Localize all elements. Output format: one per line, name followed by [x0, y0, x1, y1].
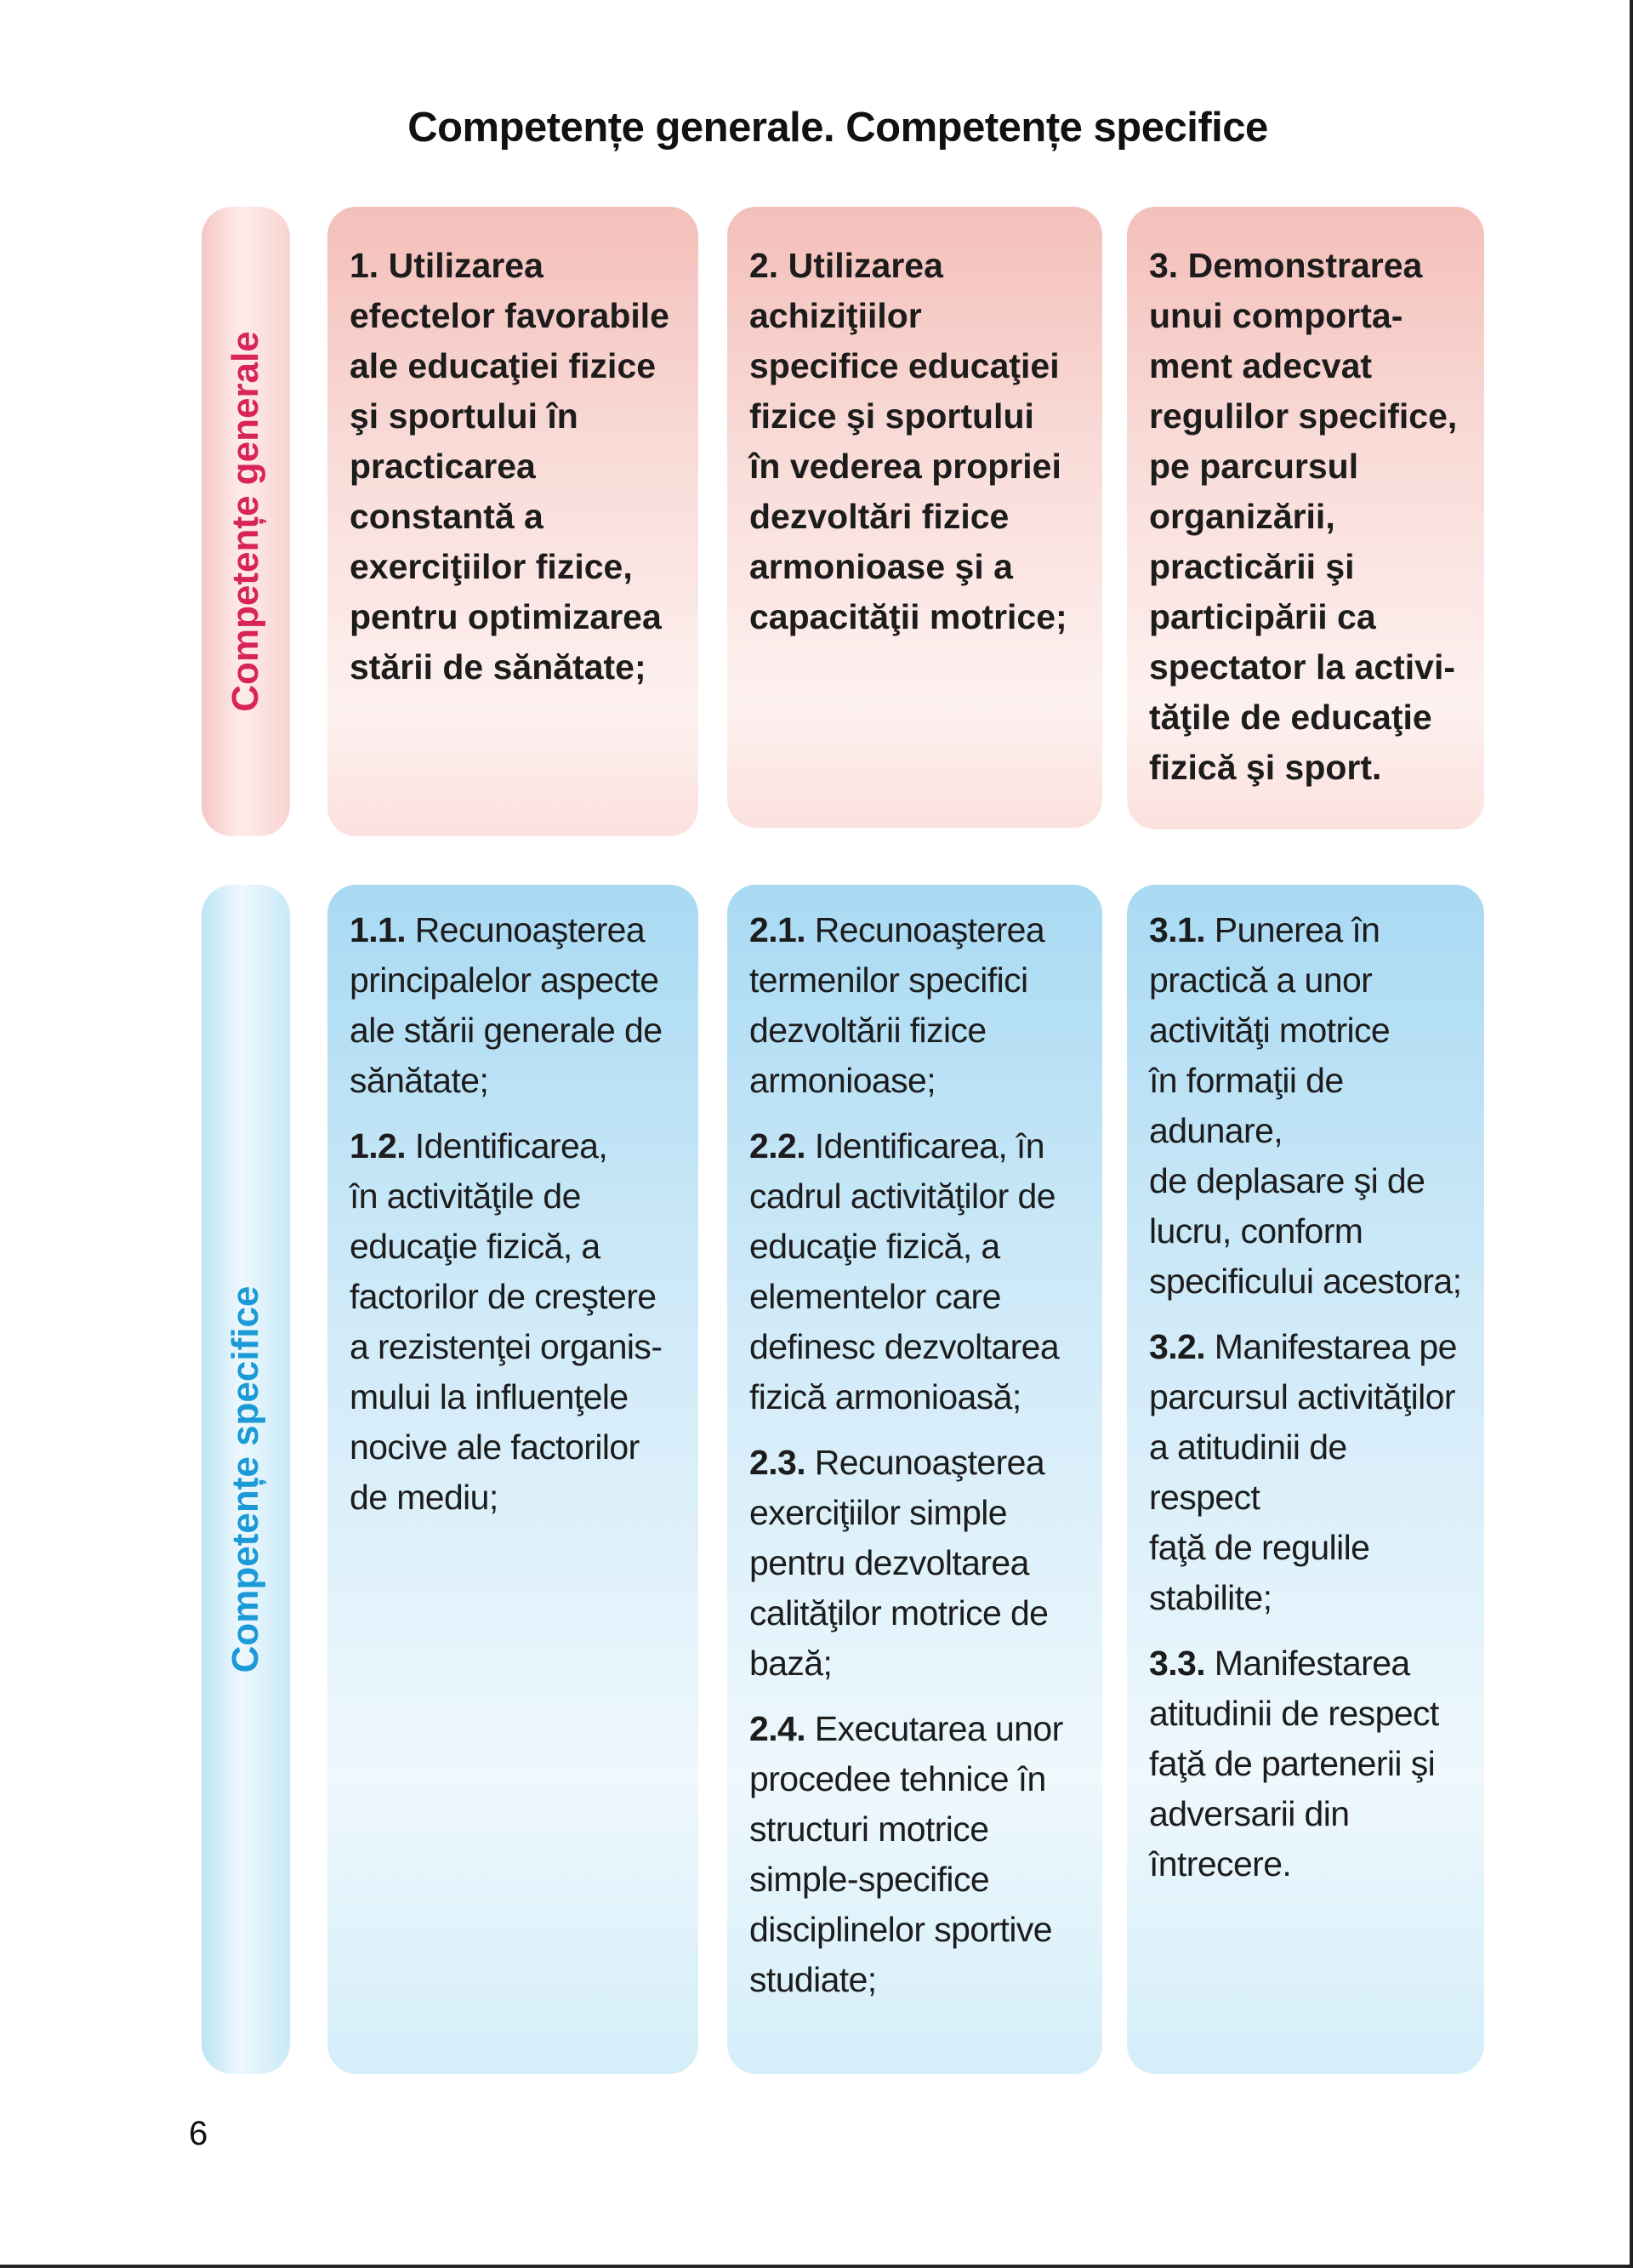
- competence-text: Recunoaşterea principalelor aspecte ale stării generale de sănătate;: [350, 910, 663, 1100]
- specific-competence-item: [749, 1438, 1092, 1689]
- specific-competence-item: [749, 905, 1092, 1106]
- general-competence-card-1: [327, 207, 698, 836]
- competence-number: 2.3.: [749, 1443, 805, 1482]
- competence-text: Recunoaşterea exerciţiilor simple pentru dezvoltarea calităţilor motrice de bază;: [749, 1443, 1049, 1683]
- competence-number: 2.4.: [749, 1709, 805, 1748]
- competence-text: Executarea unor procedee tehnice în structuri motrice simple-specifice disciplinelor sportive studiate;: [749, 1709, 1063, 1999]
- general-competences-label: [202, 207, 290, 836]
- general-competences-label-text: Competențe generale: [225, 331, 266, 712]
- specific-competence-item: [1149, 1638, 1474, 1889]
- competence-number: 2.2.: [749, 1126, 805, 1165]
- specific-competence-item: [1149, 905, 1474, 1307]
- general-competence-text: 3. Demonstrarea unui comporta- ment adecvat regulilor specifice, pe parcursul organizării, practicării şi participării ca spectator la activi- tăţile de educaţie fizică şi sport.: [1149, 246, 1458, 787]
- specific-competence-item: [749, 1704, 1092, 2005]
- specific-competence-item: [350, 1121, 688, 1523]
- page-title: Competențe generale. Competențe specifice: [407, 105, 1268, 151]
- competence-text: Punerea în practică a unor activităţi motrice în formaţii de adunare, de deplasare şi de lucru, conform specificului acestora;: [1149, 910, 1462, 1301]
- competence-text: Manifestarea pe parcursul activităţilor a atitudinii de respect faţă de regulile stabilite;: [1149, 1327, 1457, 1617]
- competence-number: 3.1.: [1149, 910, 1205, 949]
- specific-competence-item: [350, 905, 688, 1106]
- specific-competence-item: [749, 1121, 1092, 1422]
- competence-number: 2.1.: [749, 910, 805, 949]
- competence-number: 1.1.: [350, 910, 406, 949]
- specific-competences-label-text: Competențe specifice: [225, 1285, 266, 1673]
- competence-number: 3.3.: [1149, 1644, 1205, 1683]
- competence-text: Recunoaşterea termenilor specifici dezvoltării fizice armonioase;: [749, 910, 1045, 1100]
- specific-competence-card-3: [1127, 885, 1484, 2074]
- specific-competence-card-2: [727, 885, 1102, 2074]
- competence-number: 3.2.: [1149, 1327, 1205, 1366]
- competence-text: Manifestarea atitudinii de respect faţă de partenerii şi adversarii din întrecere.: [1149, 1644, 1439, 1883]
- competence-text: Identificarea, în cadrul activităţilor de educaţie fizică, a elementelor care definesc dezvoltarea fizică armonioasă;: [749, 1126, 1060, 1416]
- specific-competence-item: [1149, 1322, 1474, 1623]
- general-competence-card-3: [1127, 207, 1484, 829]
- competence-number: 1.2.: [350, 1126, 406, 1165]
- general-competence-card-2: [727, 207, 1102, 828]
- page-number: 6: [189, 2115, 208, 2152]
- specific-competences-label: [202, 885, 290, 2074]
- competence-text: Identificarea, în activităţile de educaţie fizică, a factorilor de creştere a rezistenţei organis- mului la influenţele nocive ale factorilor de mediu;: [350, 1126, 663, 1517]
- specific-competence-card-1: [327, 885, 698, 2074]
- general-competence-text: 2. Utilizarea achiziţiilor specifice educaţiei fizice şi sportului în vederea propriei dezvoltări fizice armonioase şi a capacităţii motrice;: [749, 246, 1067, 636]
- general-competence-text: 1. Utilizarea efectelor favorabile ale educaţiei fizice şi sportului în practicarea constantă a exerciţiilor fizice, pentru optimizarea stării de sănătate;: [350, 246, 669, 687]
